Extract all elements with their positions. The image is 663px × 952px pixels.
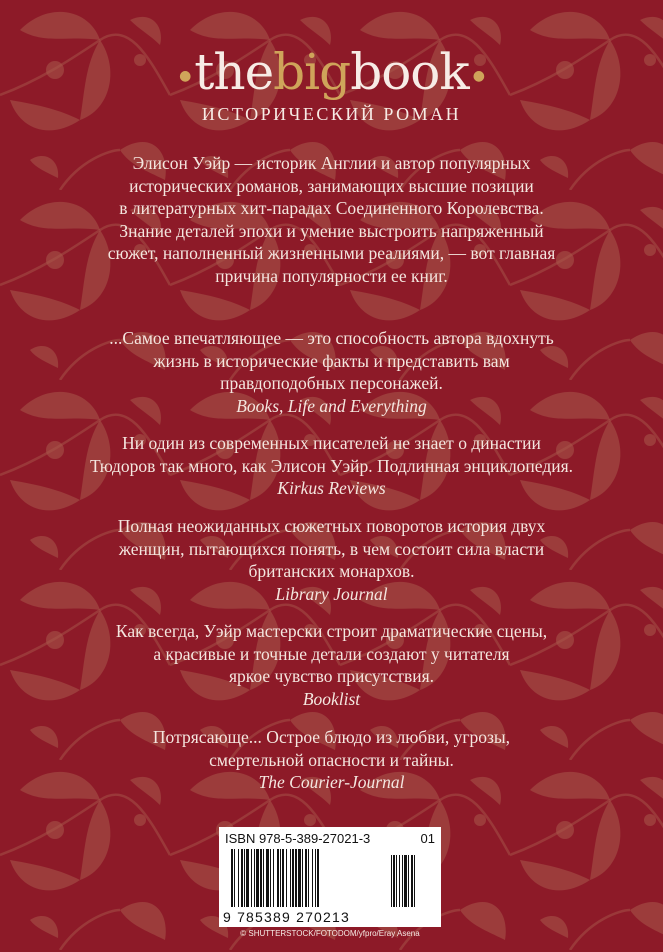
barcode-addon-bar [414, 855, 415, 907]
quote-line: Потрясающе... Острое блюдо из любви, угрозы, [152, 727, 511, 747]
barcode-bar [238, 849, 239, 907]
logo-book: book [350, 43, 469, 101]
barcode-bar [292, 849, 294, 907]
quote-line: женщин, пытающихся понять, в чем состоит сила власти [118, 538, 545, 559]
logo-the: the [194, 43, 274, 101]
barcode-digits: 9 785389 270213 [223, 909, 350, 925]
quote-line: а красивые и точные детали создают у читателя [153, 643, 510, 664]
barcode-bars [231, 849, 429, 909]
barcode-bar [254, 849, 255, 907]
barcode-bar [246, 849, 249, 907]
barcode-bar [308, 849, 309, 907]
quote-source: Kirkus Reviews [277, 478, 386, 498]
barcode-bar [270, 849, 271, 907]
barcode-bar [280, 849, 281, 907]
barcode-bar [317, 849, 319, 907]
barcode-bar [273, 849, 274, 907]
barcode-bar [290, 849, 291, 907]
barcode-bar [312, 849, 313, 907]
barcode-bar [315, 849, 316, 907]
intro-line: исторических романов, занимающих высшие позиции [129, 175, 534, 196]
isbn-barcode [219, 827, 441, 927]
author-intro [60, 152, 603, 287]
barcode-addon-bar [411, 855, 413, 907]
quote-source: Books, Life and Everything [236, 395, 427, 416]
image-credit: © SHUTTERSTOCK/FOTODOM/yfpro/Eray Asena [240, 929, 420, 938]
barcode-bar [295, 849, 297, 907]
review-quote [60, 515, 603, 605]
intro-line: Элисон Уэйр — историк Англии и автор популярных [132, 153, 531, 173]
isbn-number: ISBN 978-5-389-27021-3 [225, 831, 371, 846]
quote-line: Полная неожиданных сюжетных поворотов история двух [117, 516, 546, 536]
barcode-bar [263, 849, 264, 907]
quote-line: ...Самое впечатляющее — это способность автора вдохнуть [109, 328, 554, 348]
barcode-addon-bar [393, 855, 395, 907]
barcode-bar [282, 849, 284, 907]
review-quote [60, 620, 603, 710]
quote-line: британских монархов. [248, 561, 415, 581]
intro-line: Знание деталей эпохи и умение выстроить напряженный [119, 220, 544, 241]
series-subtitle: ИСТОРИЧЕСКИЙ РОМАН [201, 104, 462, 124]
logo-dot-left: ● [179, 68, 191, 84]
quote-line: жизнь в исторические факты и представить вам [153, 350, 510, 371]
review-quote [60, 726, 603, 794]
quote-line: Тюдоров так много, как Элисон Уэйр. Подлинная энциклопедия. [89, 455, 574, 476]
quote-line: Как всегда, Уэйр мастерски строит драматические сцены, [115, 621, 548, 641]
intro-line: в литературных хит-парадах Соединенного Королевства. [119, 198, 544, 218]
barcode-addon-bar [396, 855, 397, 907]
isbn-addon: 01 [420, 831, 435, 846]
barcode-bar [266, 849, 269, 907]
logo-dot-right: ● [472, 68, 484, 84]
quote-line: яркое чувство присутствия. [228, 666, 434, 686]
quote-line: Ни один из современных писателей не знает о династии [122, 433, 541, 453]
barcode-bar [298, 849, 301, 907]
barcode-addon-bar [408, 855, 409, 907]
barcode-bar [251, 849, 252, 907]
isbn-line [225, 831, 435, 846]
barcode-addon-bar [404, 855, 407, 907]
quote-source: Library Journal [275, 583, 388, 604]
logo-big: big [273, 43, 351, 101]
barcode-bar [231, 849, 233, 907]
barcode-bar [234, 849, 235, 907]
barcode-bar [256, 849, 259, 907]
barcode-addon-bar [391, 855, 392, 907]
quote-line: правдоподобных персонажей. [220, 373, 443, 393]
barcode-bar [286, 849, 287, 907]
quote-line: смертельной опасности и тайны. [209, 749, 454, 770]
review-quote [60, 432, 603, 500]
barcode-bar [244, 849, 245, 907]
barcode-bar [241, 849, 243, 907]
publisher-logo [0, 42, 663, 106]
barcode-bar [260, 849, 262, 907]
quote-source: Booklist [302, 688, 361, 709]
quote-source: The Courier-Journal [258, 772, 405, 792]
barcode-bar [305, 849, 307, 907]
intro-line: сюжет, наполненный жизненными реалиями, — вот главная [107, 243, 556, 263]
barcode-bar [277, 849, 279, 907]
review-quote [60, 327, 603, 417]
intro-line: причина популярности ее книг. [215, 265, 448, 286]
barcode-bar [302, 849, 303, 907]
barcode-addon-bar [399, 855, 400, 907]
barcode-addon-bar [402, 855, 403, 907]
